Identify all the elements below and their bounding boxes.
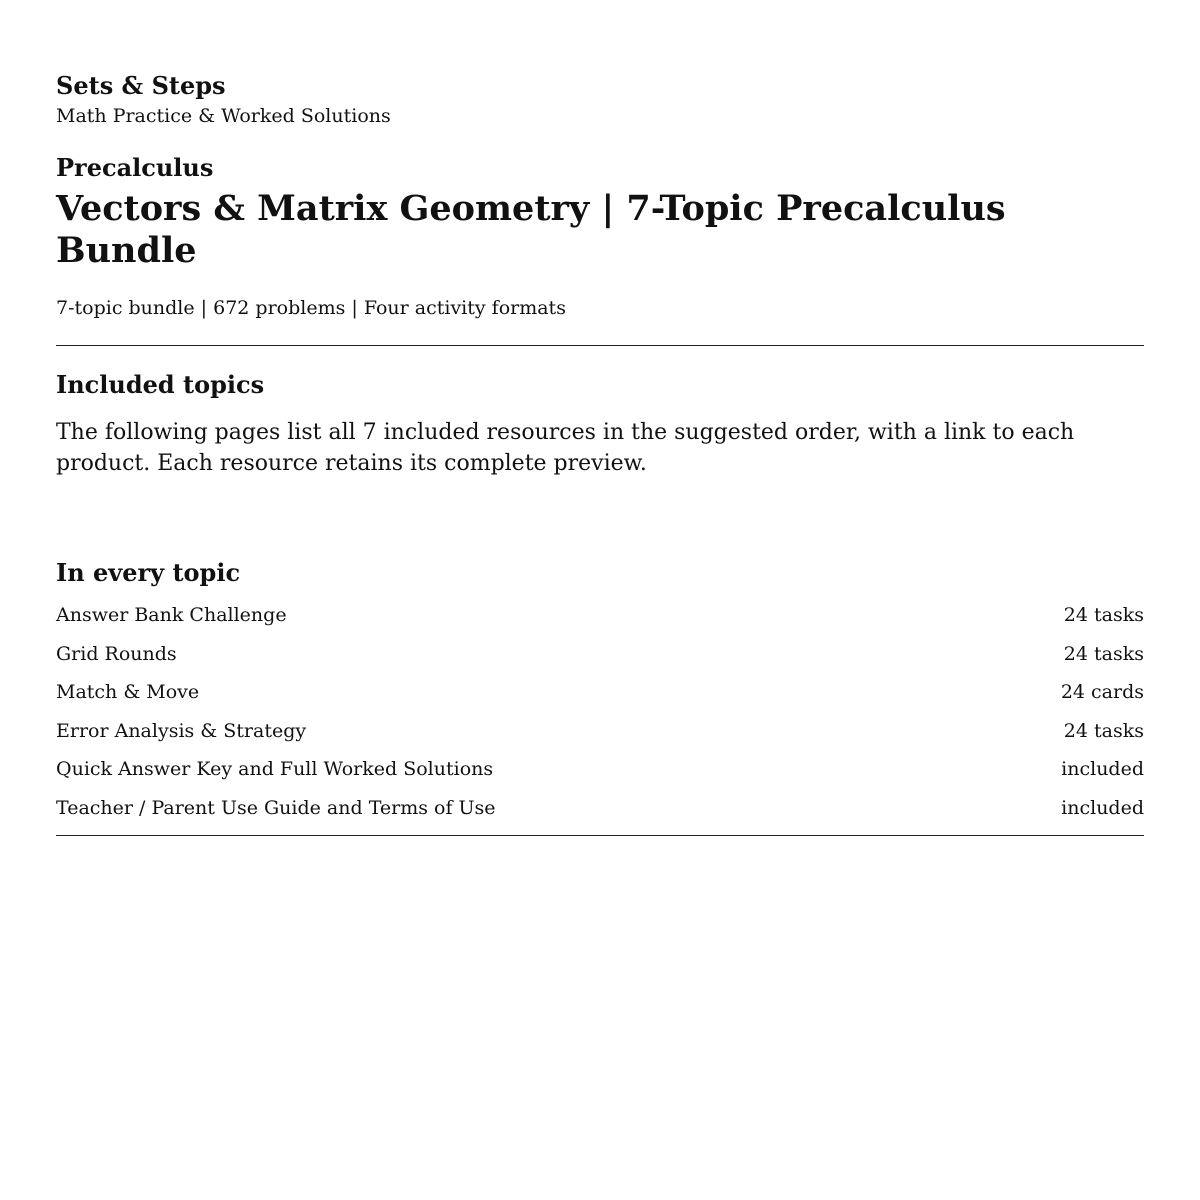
included-topics-heading: Included topics: [56, 370, 265, 399]
item-label: Quick Answer Key and Full Worked Solutions: [56, 758, 494, 780]
item-value: 24 tasks: [1063, 642, 1144, 665]
product-title: Vectors & Matrix Geometry | 7-Topic Precalculus Bundle: [56, 188, 1006, 271]
item-label: Match & Move: [56, 681, 200, 703]
every-topic-list: [56, 603, 1144, 834]
list-item: [56, 642, 1144, 681]
item-label: Answer Bank Challenge: [56, 604, 287, 626]
brand-header: [56, 72, 1144, 128]
item-value: included: [1061, 758, 1144, 780]
every-topic-heading: In every topic: [56, 558, 241, 587]
item-value: 24 cards: [1060, 681, 1144, 703]
item-label: Teacher / Parent Use Guide and Terms of Use: [56, 796, 496, 819]
item-label: Grid Rounds: [56, 642, 177, 665]
item-label: Error Analysis & Strategy: [56, 719, 307, 742]
item-value: included: [1061, 796, 1144, 819]
list-item: [56, 757, 1144, 796]
item-value: 24 tasks: [1063, 719, 1144, 742]
list-item: [56, 603, 1144, 642]
item-value: 24 tasks: [1063, 604, 1144, 626]
product-meta: 7-topic bundle | 672 problems | Four activity formats: [56, 297, 566, 319]
divider-top: [56, 345, 1144, 346]
brand-name: Sets & Steps: [56, 71, 226, 100]
subject-label: Precalculus: [56, 153, 214, 182]
list-item: [56, 796, 1144, 835]
list-item: [56, 680, 1144, 719]
included-topics-description: The following pages list all 7 included resources in the suggested order, with a link to each product. Each resource retains its complete preview.: [56, 420, 1075, 476]
divider-bottom: [56, 835, 1144, 836]
list-item: [56, 719, 1144, 758]
brand-tagline: Math Practice & Worked Solutions: [56, 105, 391, 127]
